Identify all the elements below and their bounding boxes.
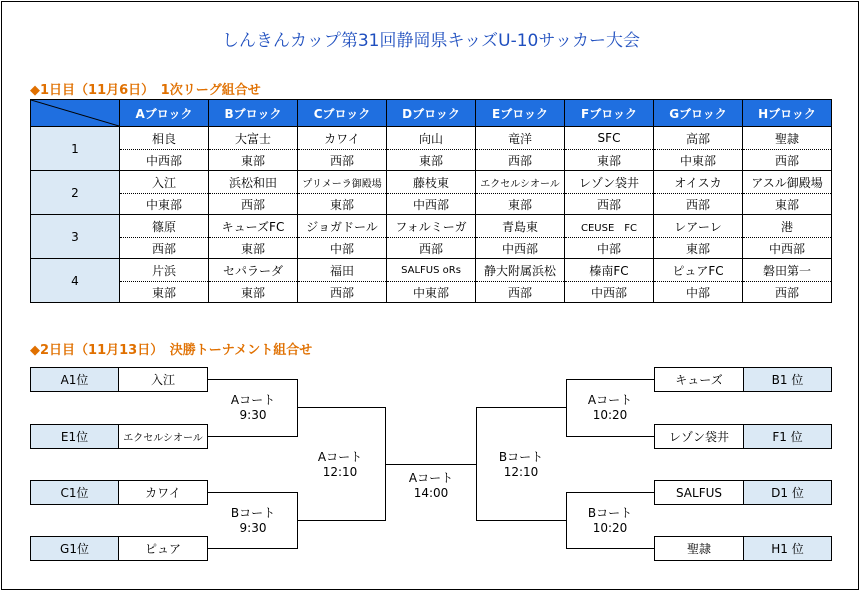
area-cell: 東部 (209, 282, 298, 303)
area-cell: 中西部 (120, 150, 209, 171)
team-name: 聖隷 (654, 536, 744, 561)
area-cell: 西部 (565, 194, 654, 215)
block-header: Fブロック (565, 100, 654, 127)
bracket-line (476, 407, 477, 521)
bracket-line (208, 492, 298, 493)
team-cell: 港 (743, 215, 832, 238)
block-header: Gブロック (654, 100, 743, 127)
area-cell: 西部 (743, 150, 832, 171)
team-cell: 浜松和田 (209, 171, 298, 194)
team-cell: ピュアFC (654, 259, 743, 282)
team-cell: 高部 (654, 127, 743, 150)
area-cell: 東部 (209, 150, 298, 171)
area-cell: 西部 (387, 238, 476, 259)
block-header: Eブロック (476, 100, 565, 127)
team-cell: 竜洋 (476, 127, 565, 150)
area-cell: 東部 (743, 194, 832, 215)
team-cell: 榛南FC (565, 259, 654, 282)
team-cell: エクセルシオール (476, 171, 565, 194)
court-label: Bコート 10:20 (587, 506, 633, 535)
page-title: しんきんカップ第31回静岡県キッズU-10サッカー大会 (222, 31, 640, 51)
court-label: Bコート 12:10 (498, 450, 544, 479)
team-cell: オイスカ (654, 171, 743, 194)
table-row (31, 238, 832, 259)
bracket-line (208, 436, 298, 437)
bracket-line (566, 492, 654, 493)
area-cell: 東部 (209, 238, 298, 259)
area-cell: 西部 (298, 150, 387, 171)
bracket-line (298, 520, 386, 521)
table-row (31, 194, 832, 215)
bracket-line (297, 379, 298, 437)
block-header: Hブロック (743, 100, 832, 127)
seed-label: B1 位 (743, 367, 832, 392)
area-cell: 西部 (120, 238, 209, 259)
team-cell: プリメーラ御殿場 (298, 171, 387, 194)
team-name: エクセルシオール (118, 424, 208, 449)
day2-heading: ◆2日目（11月13日） 決勝トーナメント組合せ (30, 343, 313, 358)
court-label: Aコート 10:20 (587, 393, 633, 422)
team-cell: フォルミーガ (387, 215, 476, 238)
seed-label: C1位 (30, 480, 119, 505)
team-name: 入江 (118, 367, 208, 392)
team-cell: 青島東 (476, 215, 565, 238)
area-cell: 中部 (565, 238, 654, 259)
team-cell: CEUSE FC (565, 215, 654, 238)
block-header: Aブロック (120, 100, 209, 127)
court-label: Bコート 9:30 (230, 506, 276, 535)
area-cell: 東部 (298, 194, 387, 215)
row-number: 1 (31, 127, 120, 171)
team-cell: 磐田第一 (743, 259, 832, 282)
team-cell: レゾン袋井 (565, 171, 654, 194)
bracket-line (566, 436, 654, 437)
area-cell: 中西部 (387, 194, 476, 215)
area-cell: 中西部 (743, 238, 832, 259)
area-cell: 中東部 (654, 150, 743, 171)
seed-label: F1 位 (743, 424, 832, 449)
area-cell: 西部 (476, 282, 565, 303)
bracket-line (208, 548, 298, 549)
area-cell: 中東部 (120, 194, 209, 215)
area-cell: 中部 (298, 238, 387, 259)
seed-label: H1 位 (743, 536, 832, 561)
team-cell: 藤枝東 (387, 171, 476, 194)
table-corner (31, 100, 120, 127)
team-cell: レアーレ (654, 215, 743, 238)
team-cell: 入江 (120, 171, 209, 194)
team-cell: ジョガドール (298, 215, 387, 238)
court-label: Aコート 12:10 (317, 450, 363, 479)
bracket-line (566, 379, 567, 437)
bracket-line (386, 464, 476, 465)
team-cell: 相良 (120, 127, 209, 150)
team-name: キューズ (654, 367, 744, 392)
seed-label: E1位 (30, 424, 119, 449)
area-cell: 東部 (654, 238, 743, 259)
seed-label: A1位 (30, 367, 119, 392)
block-header: Bブロック (209, 100, 298, 127)
table-row (31, 259, 832, 282)
bracket-line (298, 407, 386, 408)
row-number: 3 (31, 215, 120, 259)
area-cell: 西部 (298, 282, 387, 303)
team-cell: キューズFC (209, 215, 298, 238)
seed-label: G1位 (30, 536, 119, 561)
team-cell: SFC (565, 127, 654, 150)
area-cell: 東部 (565, 150, 654, 171)
table-row (31, 282, 832, 303)
table-row (31, 127, 832, 150)
bracket-line (566, 492, 567, 549)
team-name: カワイ (118, 480, 208, 505)
block-header: Dブロック (387, 100, 476, 127)
team-cell: カワイ (298, 127, 387, 150)
team-cell: 向山 (387, 127, 476, 150)
court-label: Aコート 14:00 (408, 471, 454, 500)
area-cell: 中部 (654, 282, 743, 303)
team-cell: 大富士 (209, 127, 298, 150)
table-row (31, 150, 832, 171)
team-cell: 静大附属浜松 (476, 259, 565, 282)
area-cell: 西部 (654, 194, 743, 215)
block-header: Cブロック (298, 100, 387, 127)
team-cell: セパラーダ (209, 259, 298, 282)
round-robin-table (30, 99, 832, 303)
team-name: レゾン袋井 (654, 424, 744, 449)
table-row (31, 171, 832, 194)
row-number: 4 (31, 259, 120, 303)
court-label: Aコート 9:30 (230, 393, 276, 422)
row-number: 2 (31, 171, 120, 215)
bracket-line (476, 407, 566, 408)
team-cell: アスル御殿場 (743, 171, 832, 194)
area-cell: 西部 (743, 282, 832, 303)
area-cell: 中西部 (476, 238, 565, 259)
day1-heading: ◆1日目（11月6日） 1次リーグ組合せ (30, 83, 261, 98)
seed-label: D1 位 (743, 480, 832, 505)
table-row (31, 215, 832, 238)
bracket-line (566, 548, 654, 549)
area-cell: 西部 (209, 194, 298, 215)
bracket-line (566, 379, 654, 380)
area-cell: 東部 (120, 282, 209, 303)
diagonal-line (31, 100, 119, 126)
area-cell: 東部 (476, 194, 565, 215)
area-cell: 中西部 (565, 282, 654, 303)
team-cell: SALFUS oRs (387, 259, 476, 282)
bracket-line (476, 520, 566, 521)
team-name: ピュア (118, 536, 208, 561)
team-cell: 福田 (298, 259, 387, 282)
team-name: SALFUS (654, 480, 744, 505)
area-cell: 西部 (476, 150, 565, 171)
team-cell: 聖隷 (743, 127, 832, 150)
team-cell: 篠原 (120, 215, 209, 238)
area-cell: 東部 (387, 150, 476, 171)
bracket-line (208, 379, 298, 380)
team-cell: 片浜 (120, 259, 209, 282)
area-cell: 中東部 (387, 282, 476, 303)
